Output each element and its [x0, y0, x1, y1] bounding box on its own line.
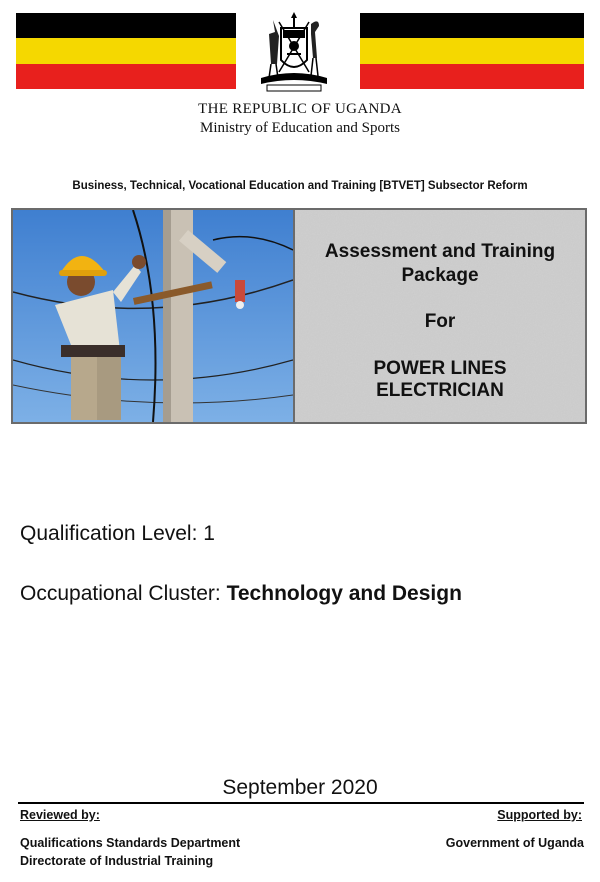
- trade-name-line1: POWER LINES: [373, 358, 507, 379]
- subsector-reform-title: Business, Technical, Vocational Education and Training [BTVET] Subsector Reform: [72, 180, 528, 192]
- ministry-title: Ministry of Education and Sports: [200, 120, 400, 136]
- reviewer-department: Qualifications Standards Department: [20, 836, 241, 850]
- occupational-cluster: [20, 582, 462, 606]
- reviewer-directorate: Directorate of Industrial Training: [20, 854, 214, 868]
- title-panel: [293, 210, 585, 422]
- uganda-flag-right: [360, 13, 584, 89]
- package-for: For: [424, 311, 456, 332]
- footer-divider: [18, 802, 584, 804]
- republic-title: THE REPUBLIC OF UGANDA: [198, 101, 402, 117]
- electrician-photo: [13, 210, 293, 422]
- coat-of-arms-icon: [253, 10, 335, 94]
- cover-banner: [11, 208, 587, 424]
- supporter-name: Government of Uganda: [445, 836, 584, 850]
- uganda-flag-left: [16, 13, 236, 89]
- package-title-line2: Package: [401, 265, 479, 286]
- qualification-level: Qualification Level: 1: [20, 522, 215, 545]
- package-title-line1: Assessment and Training: [324, 241, 556, 262]
- supported-by-label: Supported by:: [497, 808, 582, 822]
- reviewed-by-label: Reviewed by:: [20, 808, 100, 822]
- publication-date: September 2020: [222, 776, 378, 799]
- occupational-cluster-value: Technology and Design: [226, 582, 462, 605]
- trade-name-line2: ELECTRICIAN: [376, 380, 504, 401]
- occupational-cluster-label: Occupational Cluster:: [20, 582, 227, 605]
